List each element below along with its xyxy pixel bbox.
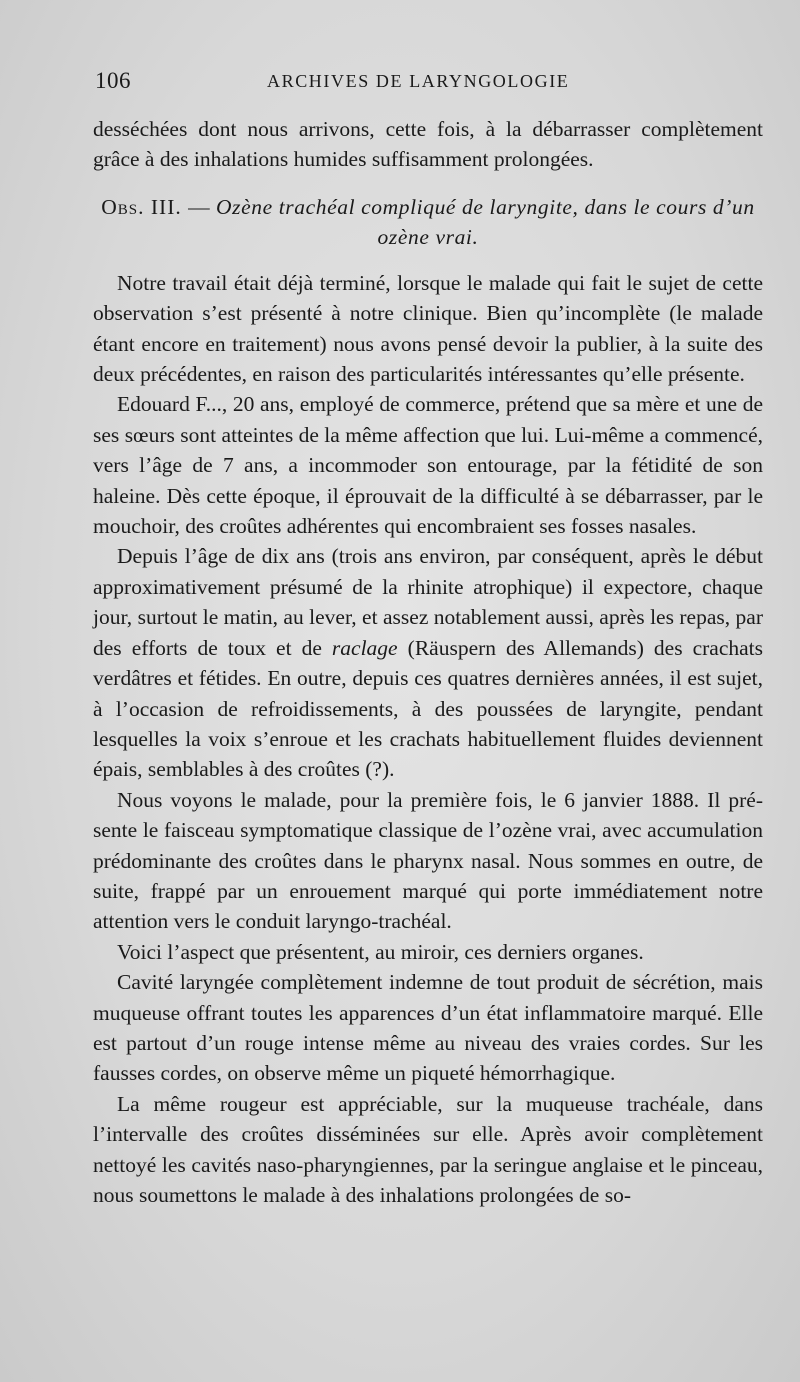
paragraph: Cavité laryngée complètement indemne de tout produit de sécrétion, mais muqueuse offrant toutes les apparences d’un état inflammatoire marqué. Elle est partout d’un rouge intense même au niveau des vraies cordes. Sur les fausses cordes, on observe même un piqueté hémorrhagique. [93, 970, 763, 1086]
paragraph: Edouard F..., 20 ans, employé de commerce, prétend que sa mère et une de ses sœurs sont atteintes de la même affection que lui. Lui-même a commencé, vers l’âge de 7 ans, a incommoder son entourage, par la fétidité de son haleine. Dès cette époque, il éprouvait de la difficulté à se débarrasser, par le mouchoir, des croûtes adhérentes qui encombraient ses fosses nasales. [93, 392, 763, 539]
paragraph: Notre travail était déjà terminé, lorsque le malade qui fait le sujet de cette observation s’est présenté à notre clinique. Bien qu’incomplète (le malade étant encore en traitement) nous avons pensé devoir la publier, à la suite des deux précédentes, en raison des particularités intéressantes qu’elle présente. [93, 270, 763, 387]
paragraph-text: (Räuspern des Allemands) des crachats verdâtres et fétides. En outre, depuis ces quatres dernières années, il est sujet, à l’occasion de refroidissements, à des poussées de laryngite, pendant lesquelles la voix s’enroue et les crachats habituellement fluides deviennent épais, semblables à des croûtes (?). [93, 635, 764, 782]
italic-term: raclage [331, 635, 398, 660]
body-text [93, 114, 763, 1210]
paragraph-continuation: desséchées dont nous arrivons, cette fois, à la débarrasser complètement grâce à des inhalations humides suffisamment prolongées. [93, 117, 763, 172]
observation-title: Ozène trachéal compliqué de laryngite, dans le cours d’un ozène vrai. [215, 194, 755, 249]
running-head [95, 68, 775, 102]
page-number: 106 [95, 68, 131, 93]
paragraph [93, 541, 763, 784]
observation-label: Obs. III. — [101, 194, 211, 219]
paragraph-text: Depuis l’âge de dix ans (trois ans environ, par conséquent, après le début approximativement présumé de la rhinite atrophique) il expectore, chaque jour, surtout le matin, au lever, et assez notablement aussi, après les repas, par des efforts de toux et de [93, 544, 763, 660]
paragraph: Nous voyons le malade, pour la première fois, le 6 janvier 1888. Il présente le faisceau symptomatique classique de l’ozène vrai, avec accumulation prédominante des croûtes dans le pharynx nasal. Nous sommes en outre, de suite, frappé par un enrouement marqué qui porte immédiatement notre attention vers le conduit laryngo-trachéal. [93, 787, 763, 934]
journal-title: ARCHIVES DE LARYNGOLOGIE [267, 71, 570, 91]
paragraph: Voici l’aspect que présentent, au miroir, ces derniers organes. [117, 939, 644, 964]
observation-heading [93, 192, 763, 252]
paragraph: La même rougeur est appréciable, sur la muqueuse trachéale, dans l’intervalle des croûtes disséminées sur elle. Après avoir complètement nettoyé les cavités naso-pharyngiennes, par la seringue anglaise et le pinceau, nous soumettons le malade à des inhalations prolongées de so- [93, 1091, 763, 1207]
